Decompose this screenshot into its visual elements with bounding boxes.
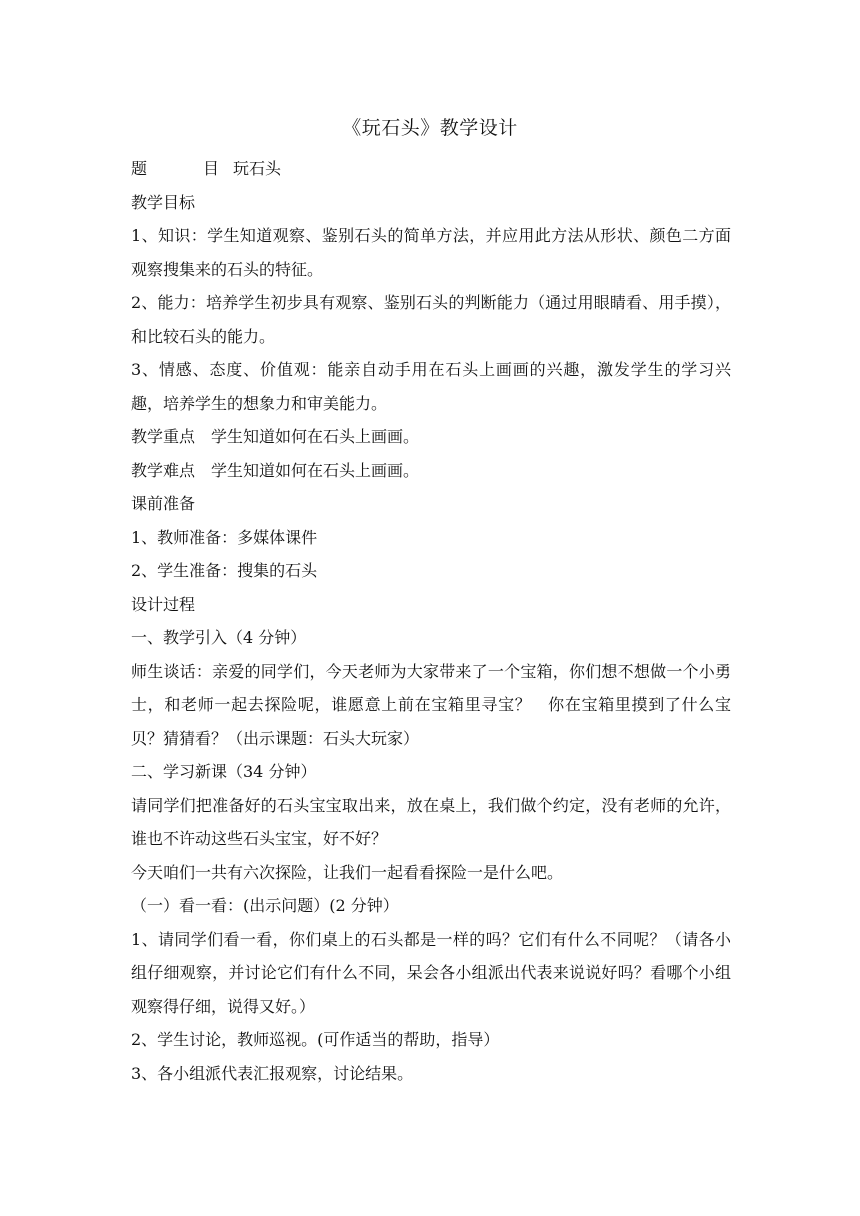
document-title: 《玩石头》教学设计 [342,117,518,139]
section-new-lesson: 二、学习新课（34 分钟） [131,762,317,781]
goals-heading: 教学目标 [131,192,196,212]
document-body [131,152,731,1090]
paragraph-six-adventures: 今天咱们一共有六次探险，让我们一起看看探险一是什么吧。 [131,862,564,882]
teaching-focus [131,420,731,454]
difficulty-label: 教学难点 [131,460,196,480]
section-intro: 一、教学引入（4 分钟） [131,628,307,647]
topic-value: 玩石头 [233,159,282,178]
goal-attitude: 3、情感、态度、价值观：能亲自动手用在石头上画画的兴趣，激发学生的学习兴趣，培养学生的想象力和审美能力。 [131,360,731,413]
goal-ability: 2、能力：培养学生初步具有观察、鉴别石头的判断能力（通过用眼睛看、用手摸），和比较石头的能力。 [131,293,731,346]
prep-heading: 课前准备 [131,494,196,513]
paragraph-intro: 师生谈话：亲爱的同学们，今天老师为大家带来了一个宝箱，你们想不想做一个小勇士，和老师一起去探险呢，谁愿意上前在宝箱里寻宝？ 你在宝箱里摸到了什么宝贝？猜猜看？（出示课题：石头大玩家） [131,661,731,748]
topic-label-char1: 题 [131,159,148,178]
step-observe: 1、请同学们看一看，你们桌上的石头都是一样的吗？它们有什么不同呢？（请各小组仔细观察，并讨论它们有什么不同，呆会各小组派出代表来说说好吗？看哪个小组观察得仔细，说得又好。） [131,929,731,1016]
teaching-difficulty [131,454,731,488]
prep-teacher: 1、教师准备：多媒体课件 [131,527,318,547]
subsection-look: （一）看一看：(出示问题）(2 分钟） [131,896,399,915]
step-report: 3、各小组派代表汇报观察，讨论结果。 [131,1063,414,1083]
difficulty-value: 学生知道如何在石头上画画。 [211,460,420,480]
step-discuss: 2、学生讨论，教师巡视。(可作适当的帮助，指导） [131,1030,500,1049]
process-heading: 设计过程 [131,594,196,614]
focus-value: 学生知道如何在石头上画画。 [211,427,420,446]
prep-student: 2、学生准备：搜集的石头 [131,561,318,580]
focus-label: 教学重点 [131,427,196,446]
paragraph-stones-ready: 请同学们把准备好的石头宝宝取出来，放在桌上，我们做个约定，没有老师的允许，谁也不许动这些石头宝宝，好不好？ [131,795,731,848]
topic-label-char2: 目 [203,159,220,178]
topic-line [131,152,731,186]
goal-knowledge: 1、知识：学生知道观察、鉴别石头的简单方法，并应用此方法从形状、颜色二方面观察搜集来的石头的特征。 [131,226,731,279]
